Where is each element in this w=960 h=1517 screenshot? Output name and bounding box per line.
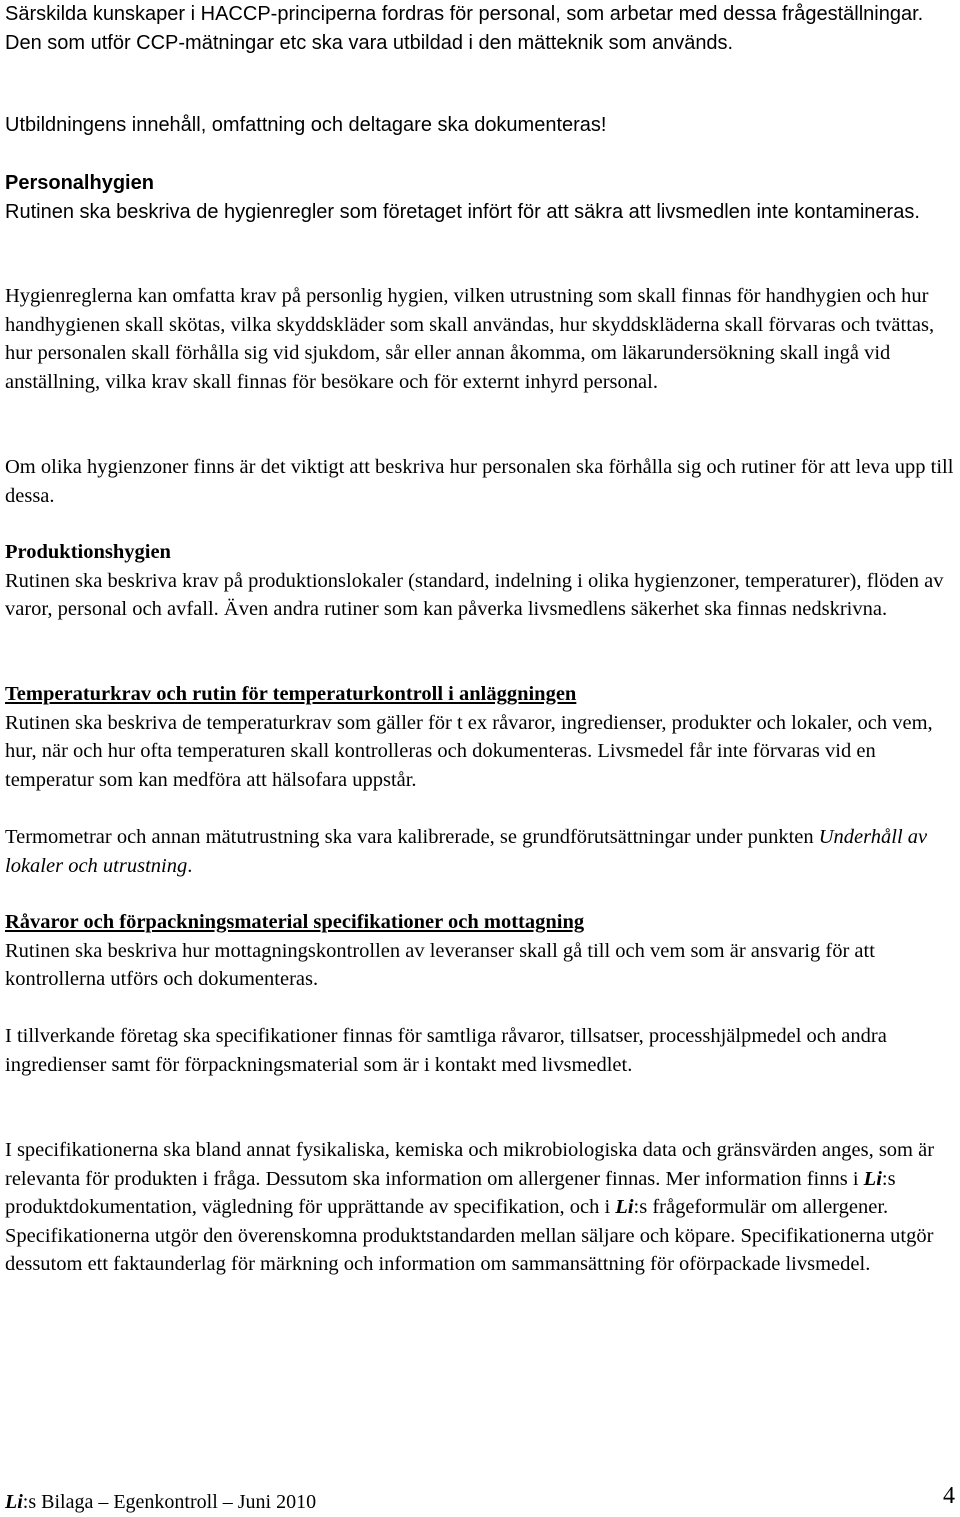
section-heading: Personalhygien	[5, 172, 154, 194]
section-temperatur	[5, 680, 955, 794]
section-heading: Temperaturkrav och rutin för temperaturkontroll i anläggningen	[5, 683, 577, 705]
li-brand-name: Li	[863, 1167, 882, 1190]
section-ravaror	[5, 908, 955, 994]
section-heading: Råvaror och förpackningsmaterial specifikationer och mottagning	[5, 911, 585, 933]
footer-title: Li:s Bilaga – Egenkontroll – Juni 2010	[5, 1491, 317, 1513]
specifications-details-paragraph: I specifikationerna ska bland annat fysikaliska, kemiska och mikrobiologiska data och gränsvärden anges, som är relevanta för produkten i fråga. Dessutom ska information om allergener finnas. Mer information finns i Li:s produktdokumentation, vägledning för upprättande av specifikation, och i Li:s frågeformulär om allergener. Specifikationerna utgör den överenskomna produktstandarden mellan säljare och köpare. Specifikationerna utgör dessutom ett faktaunderlag för märkning och information om sammansättning för oförpackade livsmedel.	[5, 1139, 935, 1276]
hygiene-rules-paragraph: Hygienreglerna kan omfatta krav på personlig hygien, vilken utrustning som skall finnas för handhygien och hur handhygienen skall skötas, vilka skyddskläder som skall användas, hur skyddskläderna skall förvaras och tvättas, hur personalen skall förhålla sig vid sjukdom, sår eller annan åkomma, om läkarundersökning skall ingå vid anställning, vilka krav skall finnas för besökare och för externt inhyrd personal.	[5, 285, 935, 393]
thermometer-paragraph: Termometrar och annan mätutrustning ska vara kalibrerade, se grundförutsättningar under punkten Underhåll av lokaler och utrustning.	[5, 826, 928, 877]
training-documentation-note: Utbildningens innehåll, omfattning och deltagare ska dokumenteras!	[5, 114, 607, 136]
section-personalhygien	[5, 169, 955, 226]
section-paragraph: Rutinen ska beskriva krav på produktionslokaler (standard, indelning i olika hygienzoner, temperaturer), flöden av varor, personal och avfall. Även andra rutiner som kan påverka livsmedlens säkerhet ska finnas nedskrivna.	[5, 569, 944, 621]
section-produktionshygien	[5, 538, 955, 624]
specifications-paragraph: I tillverkande företag ska specifikationer finnas för samtliga råvaror, tillsatser, processhjälpmedel och andra ingredienser samt för förpackningsmaterial som är i kontakt med livsmedlet.	[5, 1025, 887, 1076]
li-brand-name: Li	[5, 1491, 23, 1513]
li-brand-name: Li	[615, 1196, 634, 1219]
section-paragraph: Rutinen ska beskriva de temperaturkrav som gäller för t ex råvaror, ingredienser, produkter och lokaler, och vem, hur, när och hur ofta temperaturen skall kontrolleras och dokumenteras. Livsmedel får inte förvaras vid en temperatur som kan medföra att hälsofara uppstår.	[5, 711, 933, 791]
section-reference: Underhåll av lokaler och utrustning	[5, 826, 928, 877]
section-heading: Produktionshygien	[5, 541, 171, 563]
page-number: 4	[943, 1483, 955, 1509]
intro-paragraph: Särskilda kunskaper i HACCP-principerna fordras för personal, som arbetar med dessa frågeställningar. Den som utför CCP-mätningar etc ska vara utbildad i den mätteknik som används.	[5, 3, 924, 54]
hygiene-zones-paragraph: Om olika hygienzoner finns är det viktigt att beskriva hur personalen ska förhålla sig och rutiner för att leva upp till dessa.	[5, 456, 954, 507]
section-paragraph: Rutinen ska beskriva hur mottagningskontrollen av leveranser skall gå till och vem som är ansvarig för att kontrollerna utförs och dokumenteras.	[5, 939, 875, 991]
page-footer	[5, 1483, 955, 1516]
section-paragraph: Rutinen ska beskriva de hygienregler som företaget infört för att säkra att livsmedlen inte kontamineras.	[5, 200, 920, 223]
